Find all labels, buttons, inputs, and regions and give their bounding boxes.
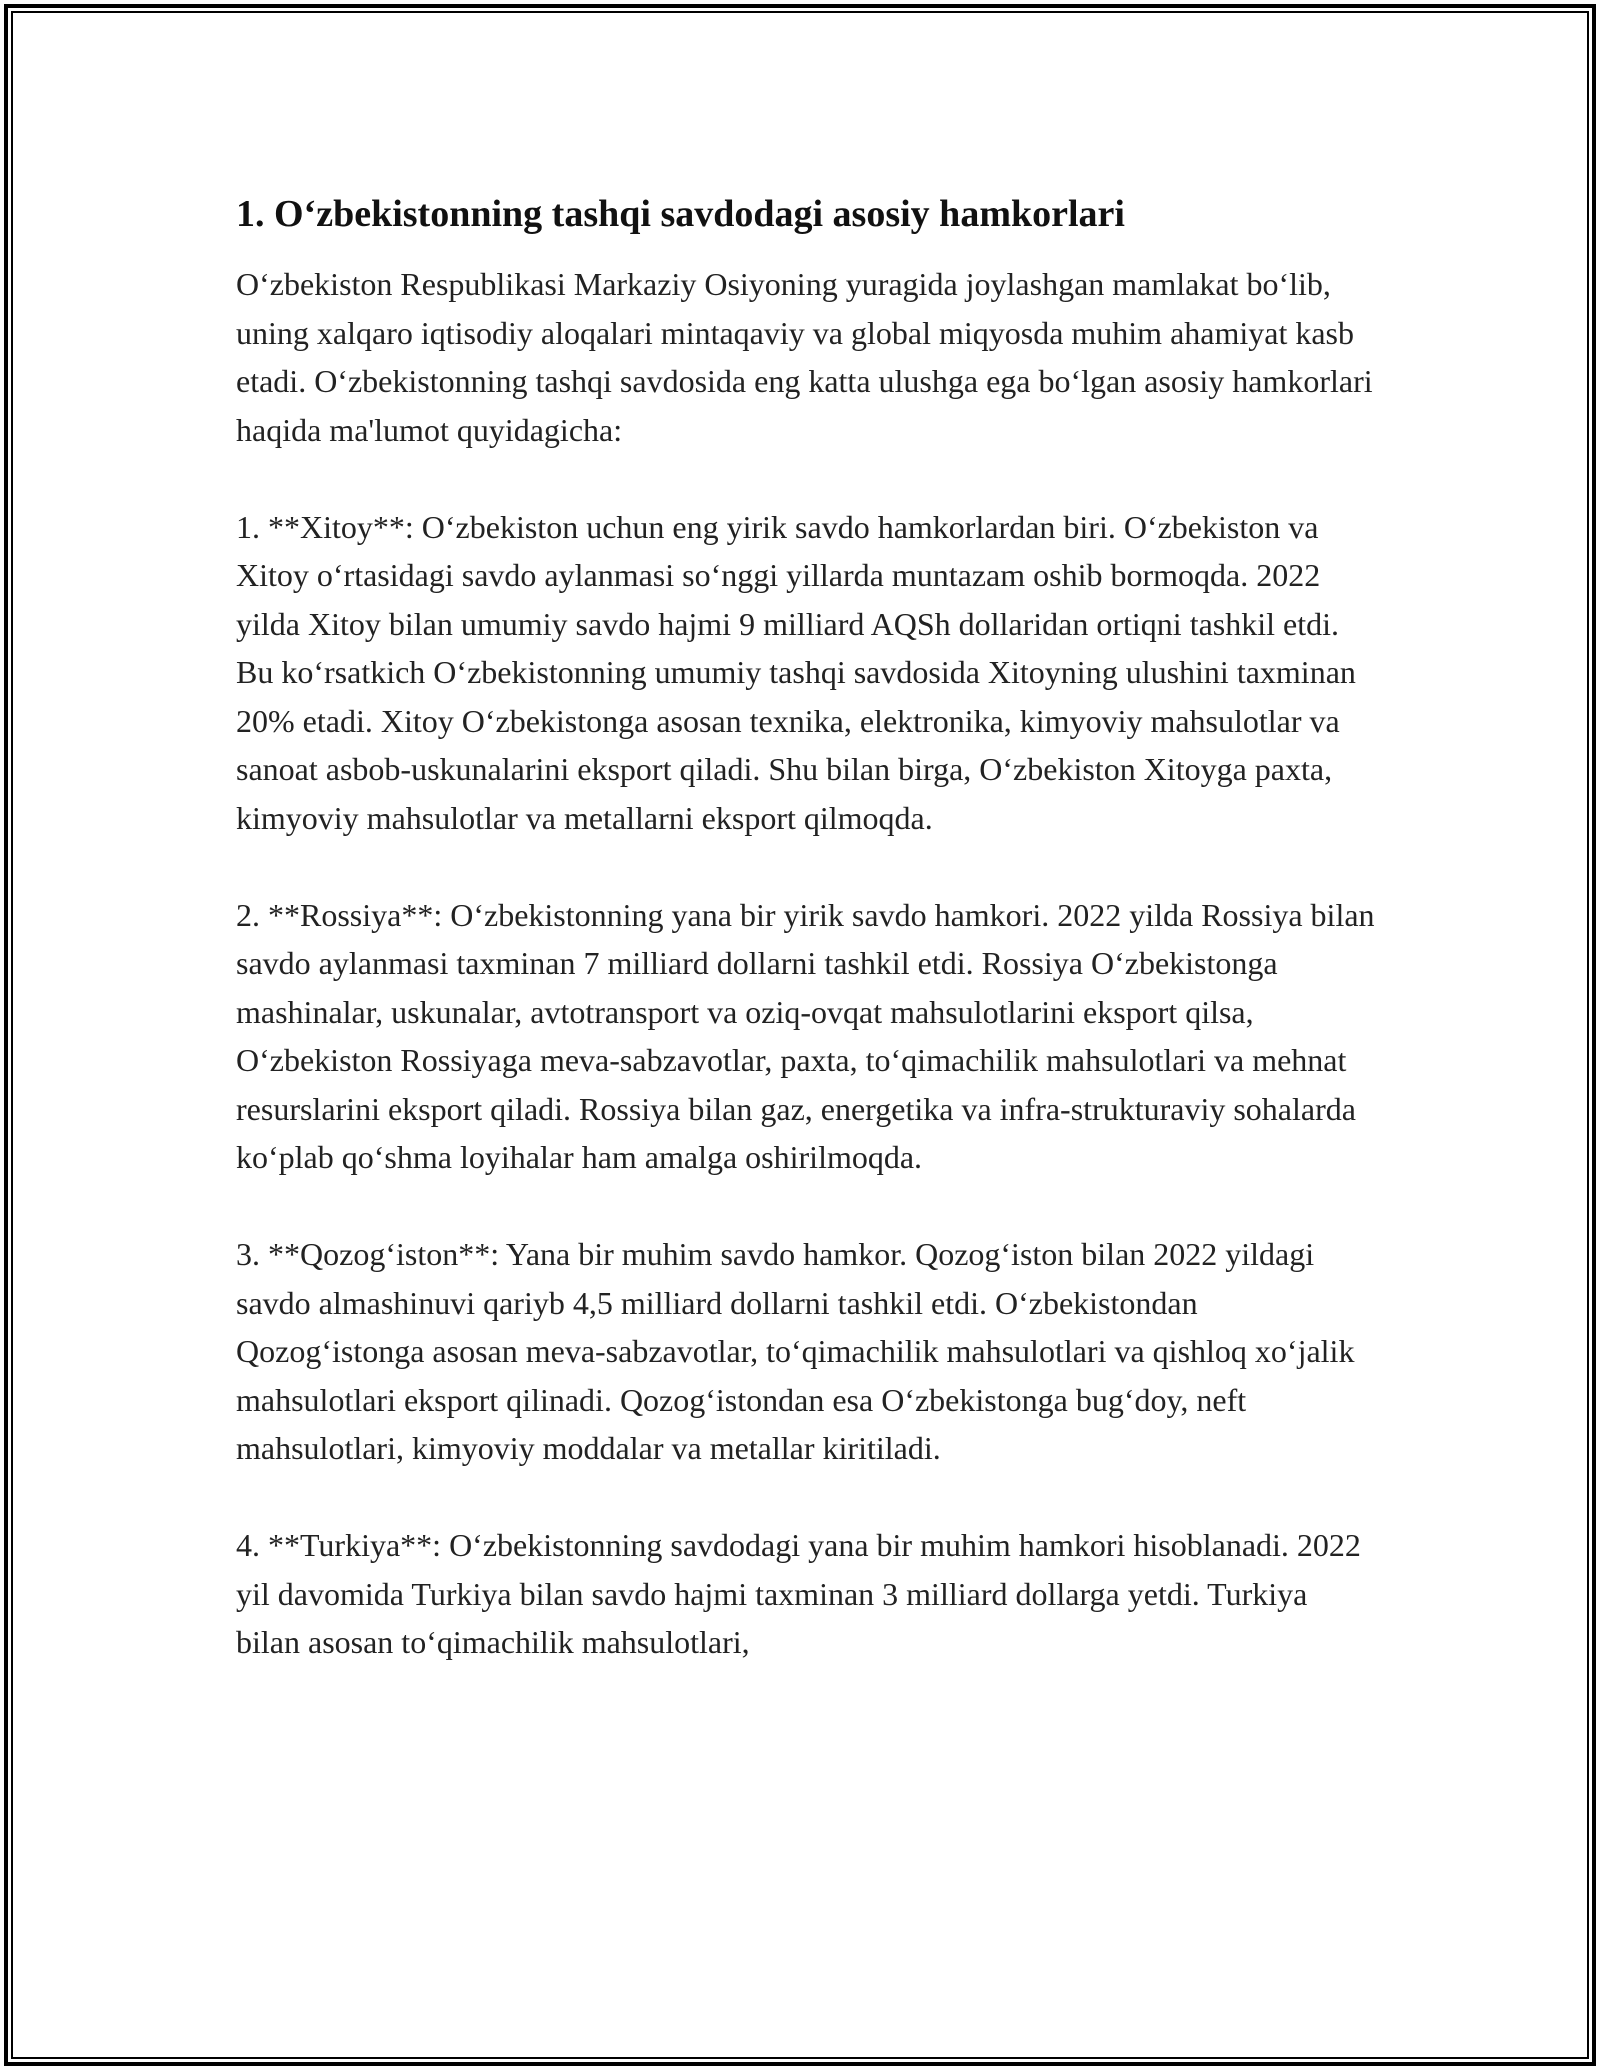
paragraph-qozogiston: 3. **Qozog‘iston**: Yana bir muhim savdo hamkor. Qozog‘iston bilan 2022 yildagi savdo almashinuvi qariyb 4,5 milliard dollarni tashkil etdi. O‘zbekistondan Qozog‘istonga asosan meva-sabzavotlar, to‘qimachilik mahsulotlari va qishloq xo‘jalik mahsulotlari eksport qilinadi. Qozog‘istondan esa O‘zbekistonga bug‘doy, neft mahsulotlari, kimyoviy moddalar va metallar kiritiladi. [236, 1236, 1355, 1466]
paragraph-xitoy: 1. **Xitoy**: O‘zbekiston uchun eng yirik savdo hamkorlardan biri. O‘zbekiston va Xitoy o‘rtasidagi savdo aylanmasi so‘nggi yillarda muntazam oshib bormoqda. 2022 yilda Xitoy bilan umumiy savdo hajmi 9 milliard AQSh dollaridan ortiqni tashkil etdi. Bu ko‘rsatkich O‘zbekistonning umumiy tashqi savdosida Xitoyning ulushini taxminan 20% etadi. Xitoy O‘zbekistonga asosan texnika, elektronika, kimyoviy mahsulotlar va sanoat asbob-uskunalarini eksport qiladi. Shu bilan birga, O‘zbekiston Xitoyga paxta, kimyoviy mahsulotlar va metallarni eksport qilmoqda. [236, 508, 1356, 836]
intro-paragraph: O‘zbekiston Respublikasi Markaziy Osiyoning yuragida joylashgan mamlakat bo‘lib, uning xalqaro iqtisodiy aloqalari mintaqaviy va global miqyosda muhim ahamiyat kasb etadi. O‘zbekistonning tashqi savdosida eng katta ulushga ega bo‘lgan asosiy hamkorlari haqida ma'lumot quyidagicha: [236, 266, 1373, 448]
paragraph-rossiya: 2. **Rossiya**: O‘zbekistonning yana bir yirik savdo hamkori. 2022 yilda Rossiya bilan savdo aylanmasi taxminan 7 milliard dollarni tashkil etdi. Rossiya O‘zbekistonga mashinalar, uskunalar, avtotransport va oziq-ovqat mahsulotlarini eksport qilsa, O‘zbekiston Rossiyaga meva-sabzavotlar, paxta, to‘qimachilik mahsulotlari va mehnat resurslarini eksport qiladi. Rossiya bilan gaz, energetika va infra-strukturaviy sohalarda ko‘plab qo‘shma loyihalar ham amalga oshirilmoqda. [236, 896, 1375, 1175]
document-body [236, 188, 1376, 1715]
paragraph-turkiya: 4. **Turkiya**: O‘zbekistonning savdodagi yana bir muhim hamkori hisoblanadi. 2022 yil davomida Turkiya bilan savdo hajmi taxminan 3 milliard dollarga yetdi. Turkiya bilan asosan to‘qimachilik mahsulotlari, [236, 1527, 1361, 1660]
page-title: 1. O‘zbekistonning tashqi savdodagi asosiy hamkorlari [236, 193, 1125, 235]
